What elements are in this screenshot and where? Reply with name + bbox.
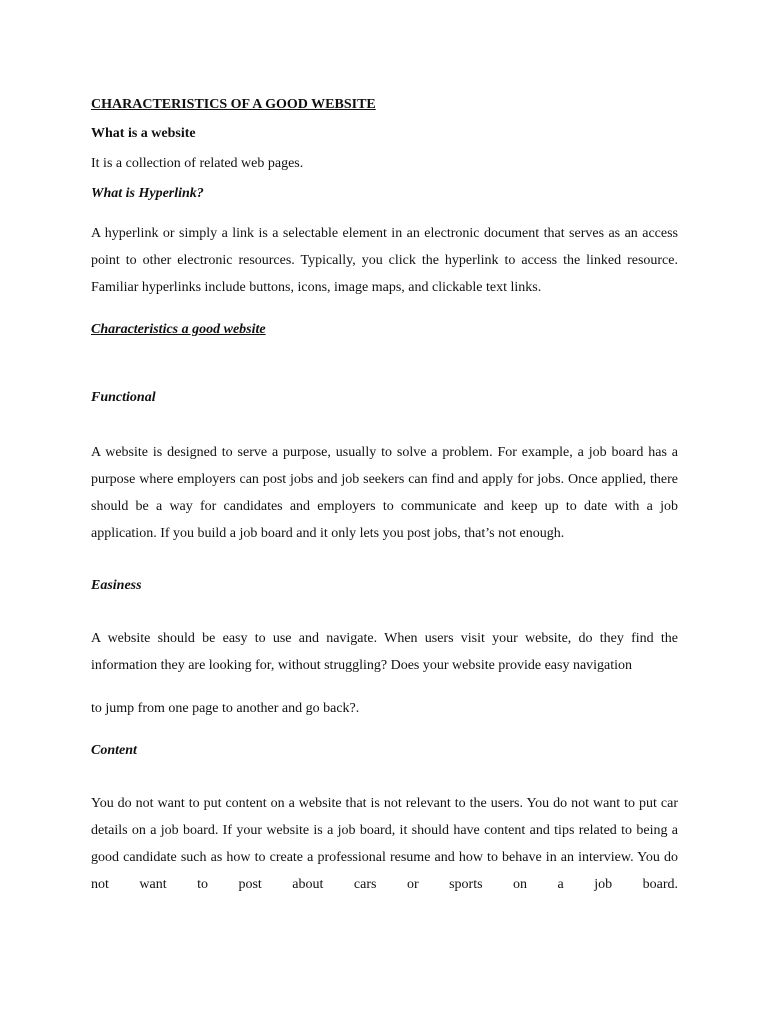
functional-paragraph: A website is designed to serve a purpose, usually to solve a problem. For example, a job board has a purpose where employers can post jobs and job seekers can find and apply for jobs. Once applied, there should be a way for candidates and employers to communicate and keep up to date with a job application. If you build a job board and it only lets you post jobs, that’s not enough. [91,445,678,541]
easiness-paragraph-part1: A website should be easy to use and navigate. When users visit your website, do they find the information they are looking for, without struggling? Does your website provide easy navigation [91,631,678,673]
content-paragraph: You do not want to put content on a website that is not relevant to the users. You do not want to put car details on a job board. If your website is a job board, it should have content and tips related to being a good candidate such as how to create a professional resume and how to behave in an interview. You do not want to post about cars or sports on a job board. [91,796,678,892]
characteristics-heading: Characteristics a good website [91,322,266,337]
hyperlink-paragraph: A hyperlink or simply a link is a selectable element in an electronic document that serves as an access point to other electronic resources. Typically, you click the hyperlink to access the linked resource. Familiar hyperlinks include buttons, icons, image maps, and clickable text links. [91,226,678,295]
functional-heading: Functional [91,390,156,405]
content-heading: Content [91,743,137,758]
easiness-paragraph-part2: to jump from one page to another and go back?. [91,701,360,716]
what-is-website-text: It is a collection of related web pages. [91,156,304,171]
what-is-hyperlink-heading: What is Hyperlink? [91,186,204,201]
easiness-heading: Easiness [91,578,142,593]
what-is-website-heading: What is a website [91,126,196,141]
document-title: CHARACTERISTICS OF A GOOD WEBSITE [91,97,376,112]
